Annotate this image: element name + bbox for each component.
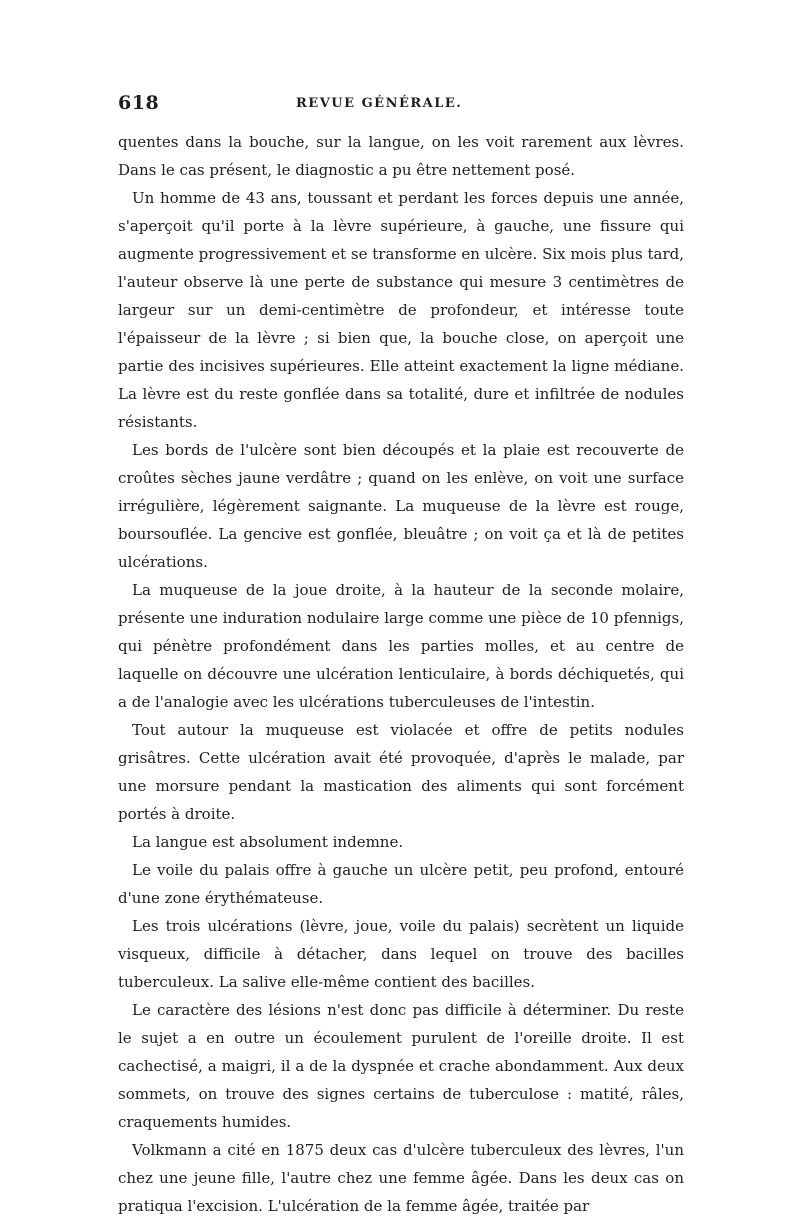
paragraph-secretions: Les trois ulcérations (lèvre, joue, voile du palais) secrètent un liquide visqueux, difficile à détacher, dans lequel on trouve des bacilles tuberculeux. La salive elle-même contient des bacilles. bbox=[118, 917, 684, 991]
paragraph-continuation: quentes dans la bouche, sur la langue, on les voit rarement aux lèvres. Dans le cas présent, le diagnostic a pu être nettement posé. bbox=[118, 133, 684, 179]
paragraph-cheek-mucosa: La muqueuse de la joue droite, à la hauteur de la seconde molaire, présente une induration nodulaire large comme une pièce de 10 pfennigs, qui pénètre profondément dans les parties molles, et au centre de laquelle on découvre une ulcération lenticulaire, à bords déchiquetés, qui a de l'analogie avec les ulcérations tuberculeuses de l'intestin. bbox=[118, 581, 684, 711]
paragraph-tongue: La langue est absolument indemne. bbox=[132, 833, 404, 851]
paragraph-soft-palate: Le voile du palais offre à gauche un ulcère petit, peu profond, entouré d'une zone érythémateuse. bbox=[118, 861, 684, 907]
paragraph-diagnosis: Le caractère des lésions n'est donc pas difficile à déterminer. Du reste le sujet a en outre un écoulement purulent de l'oreille droite. Il est cachectisé, a maigri, il a de la dyspnée et crache abondamment. Aux deux sommets, on trouve des signes certains de tuberculose : matité, râles, craquements humides. bbox=[118, 1001, 684, 1131]
running-title: REVUE GÉNÉRALE. bbox=[296, 96, 463, 111]
running-head bbox=[118, 92, 684, 116]
paragraph-volkmann: Volkmann a cité en 1875 deux cas d'ulcère tuberculeux des lèvres, l'un chez une jeune fille, l'autre chez une femme âgée. Dans les deux cas on pratiqua l'excision. L'ulcération de la femme âgée, traitée par bbox=[118, 1141, 684, 1215]
body-text bbox=[118, 128, 684, 1220]
paragraph-surrounding-mucosa: Tout autour la muqueuse est violacée et offre de petits nodules grisâtres. Cette ulcération avait été provoquée, d'après le malade, par une morsure pendant la mastication des aliments qui sont forcément portés à droite. bbox=[118, 721, 684, 823]
page-number: 618 bbox=[118, 92, 160, 114]
paragraph-ulcer-edges: Les bords de l'ulcère sont bien découpés et la plaie est recouverte de croûtes sèches jaune verdâtre ; quand on les enlève, on voit une surface irrégulière, légèrement saignante. La muqueuse de la lèvre est rouge, boursouflée. La gencive est gonflée, bleuâtre ; on voit ça et là de petites ulcérations. bbox=[118, 441, 684, 571]
book-page bbox=[118, 92, 684, 1220]
paragraph-case-history: Un homme de 43 ans, toussant et perdant les forces depuis une année, s'aperçoit qu'il porte à la lèvre supérieure, à gauche, une fissure qui augmente progressivement et se transforme en ulcère. Six mois plus tard, l'auteur observe là une perte de substance qui mesure 3 centimètres de largeur sur un demi-centimètre de profondeur, et intéresse toute l'épaisseur de la lèvre ; si bien que, la bouche close, on aperçoit une partie des incisives supérieures. Elle atteint exactement la ligne médiane. La lèvre est du reste gonflée dans sa totalité, dure et infiltrée de nodules résistants. bbox=[118, 189, 684, 431]
